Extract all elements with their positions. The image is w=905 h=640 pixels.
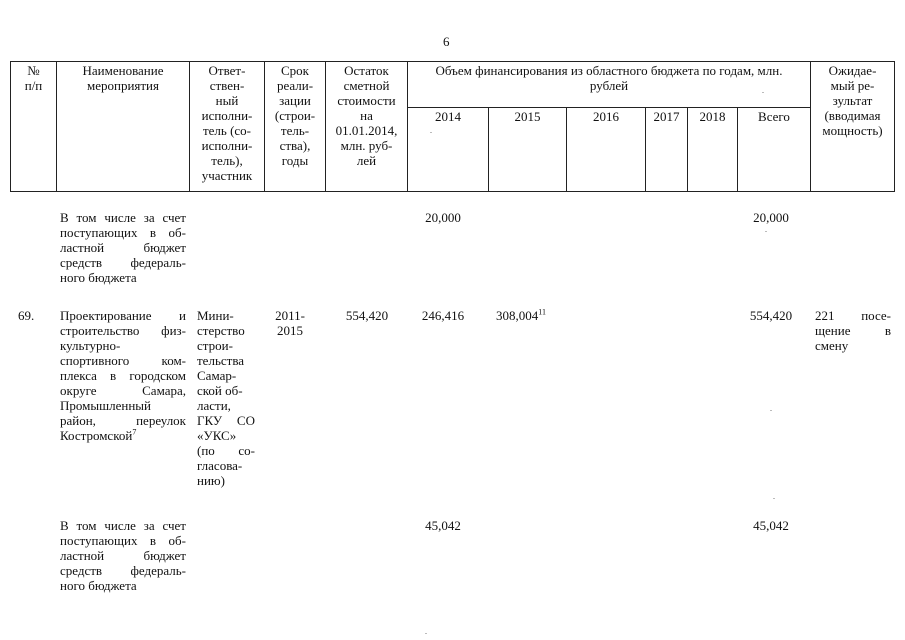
main-balance: 554,420	[345, 308, 389, 323]
main-name: Проектирование и строительство физ- культурно- спортивного ком- плекса в городском округе Самара, Промышленный район, переулок Костромской$^7$	[60, 308, 186, 443]
header-result: Ожидае- мый ре- зультат (вводимая мощность)	[811, 62, 895, 192]
header-year-2017: 2017	[646, 108, 688, 192]
sub1-name: В том числе за счет поступающих в об- ластной бюджет средств федераль- ного бюджета	[60, 210, 186, 285]
funding-table-header	[10, 61, 895, 192]
scan-speck	[770, 410, 772, 411]
main-value-2014: 246,416	[421, 308, 465, 323]
header-year-2015: 2015	[489, 108, 567, 192]
header-name: Наименование мероприятия	[57, 62, 190, 192]
header-balance: Остаток сметной стоимости на 01.01.2014, млн. руб- лей	[326, 62, 408, 192]
header-funding: Объем финансирования из областного бюджета по годам, млн. рублей	[408, 62, 811, 108]
page-number: 6	[443, 34, 450, 49]
footnote-11: 11	[538, 307, 546, 317]
sub2-name: В том числе за счет поступающих в об- ластной бюджет средств федераль- ного бюджета	[60, 518, 186, 593]
header-year-2018: 2018	[688, 108, 738, 192]
main-term: 2011- 2015	[275, 308, 305, 338]
main-value-2015: 308,004$^{11}$	[496, 307, 546, 323]
sub2-value-2014: 45,042	[425, 518, 461, 533]
sub2-value-total: 45,042	[753, 518, 789, 533]
header-year-2016: 2016	[567, 108, 646, 192]
sub1-value-2014: 20,000	[425, 210, 461, 225]
footnote-7: 7	[132, 427, 137, 437]
scan-speck	[425, 633, 427, 634]
main-result: 221 посе- щение в смену	[815, 308, 891, 353]
header-num: № п/п	[11, 62, 57, 192]
main-value-total: 554,420	[749, 308, 793, 323]
scan-speck	[765, 231, 767, 232]
scan-speck	[773, 498, 775, 499]
header-year-total: Всего	[738, 108, 811, 192]
header-year-2014: 2014	[408, 108, 489, 192]
sub1-value-total: 20,000	[753, 210, 789, 225]
scan-speck	[430, 132, 432, 133]
scan-speck	[762, 92, 764, 93]
header-executor: Ответ- ствен- ный исполни- тель (со- исполни- тель), участник	[190, 62, 265, 192]
main-executor: Мини- стерство строи- тельства Самар- ской об- ласти, ГКУ СО «УКС» (по со- гласова- нию)	[197, 308, 255, 488]
header-term: Срок реали- зации (строи- тель- ства), годы	[265, 62, 326, 192]
row-number: 69.	[18, 308, 35, 323]
